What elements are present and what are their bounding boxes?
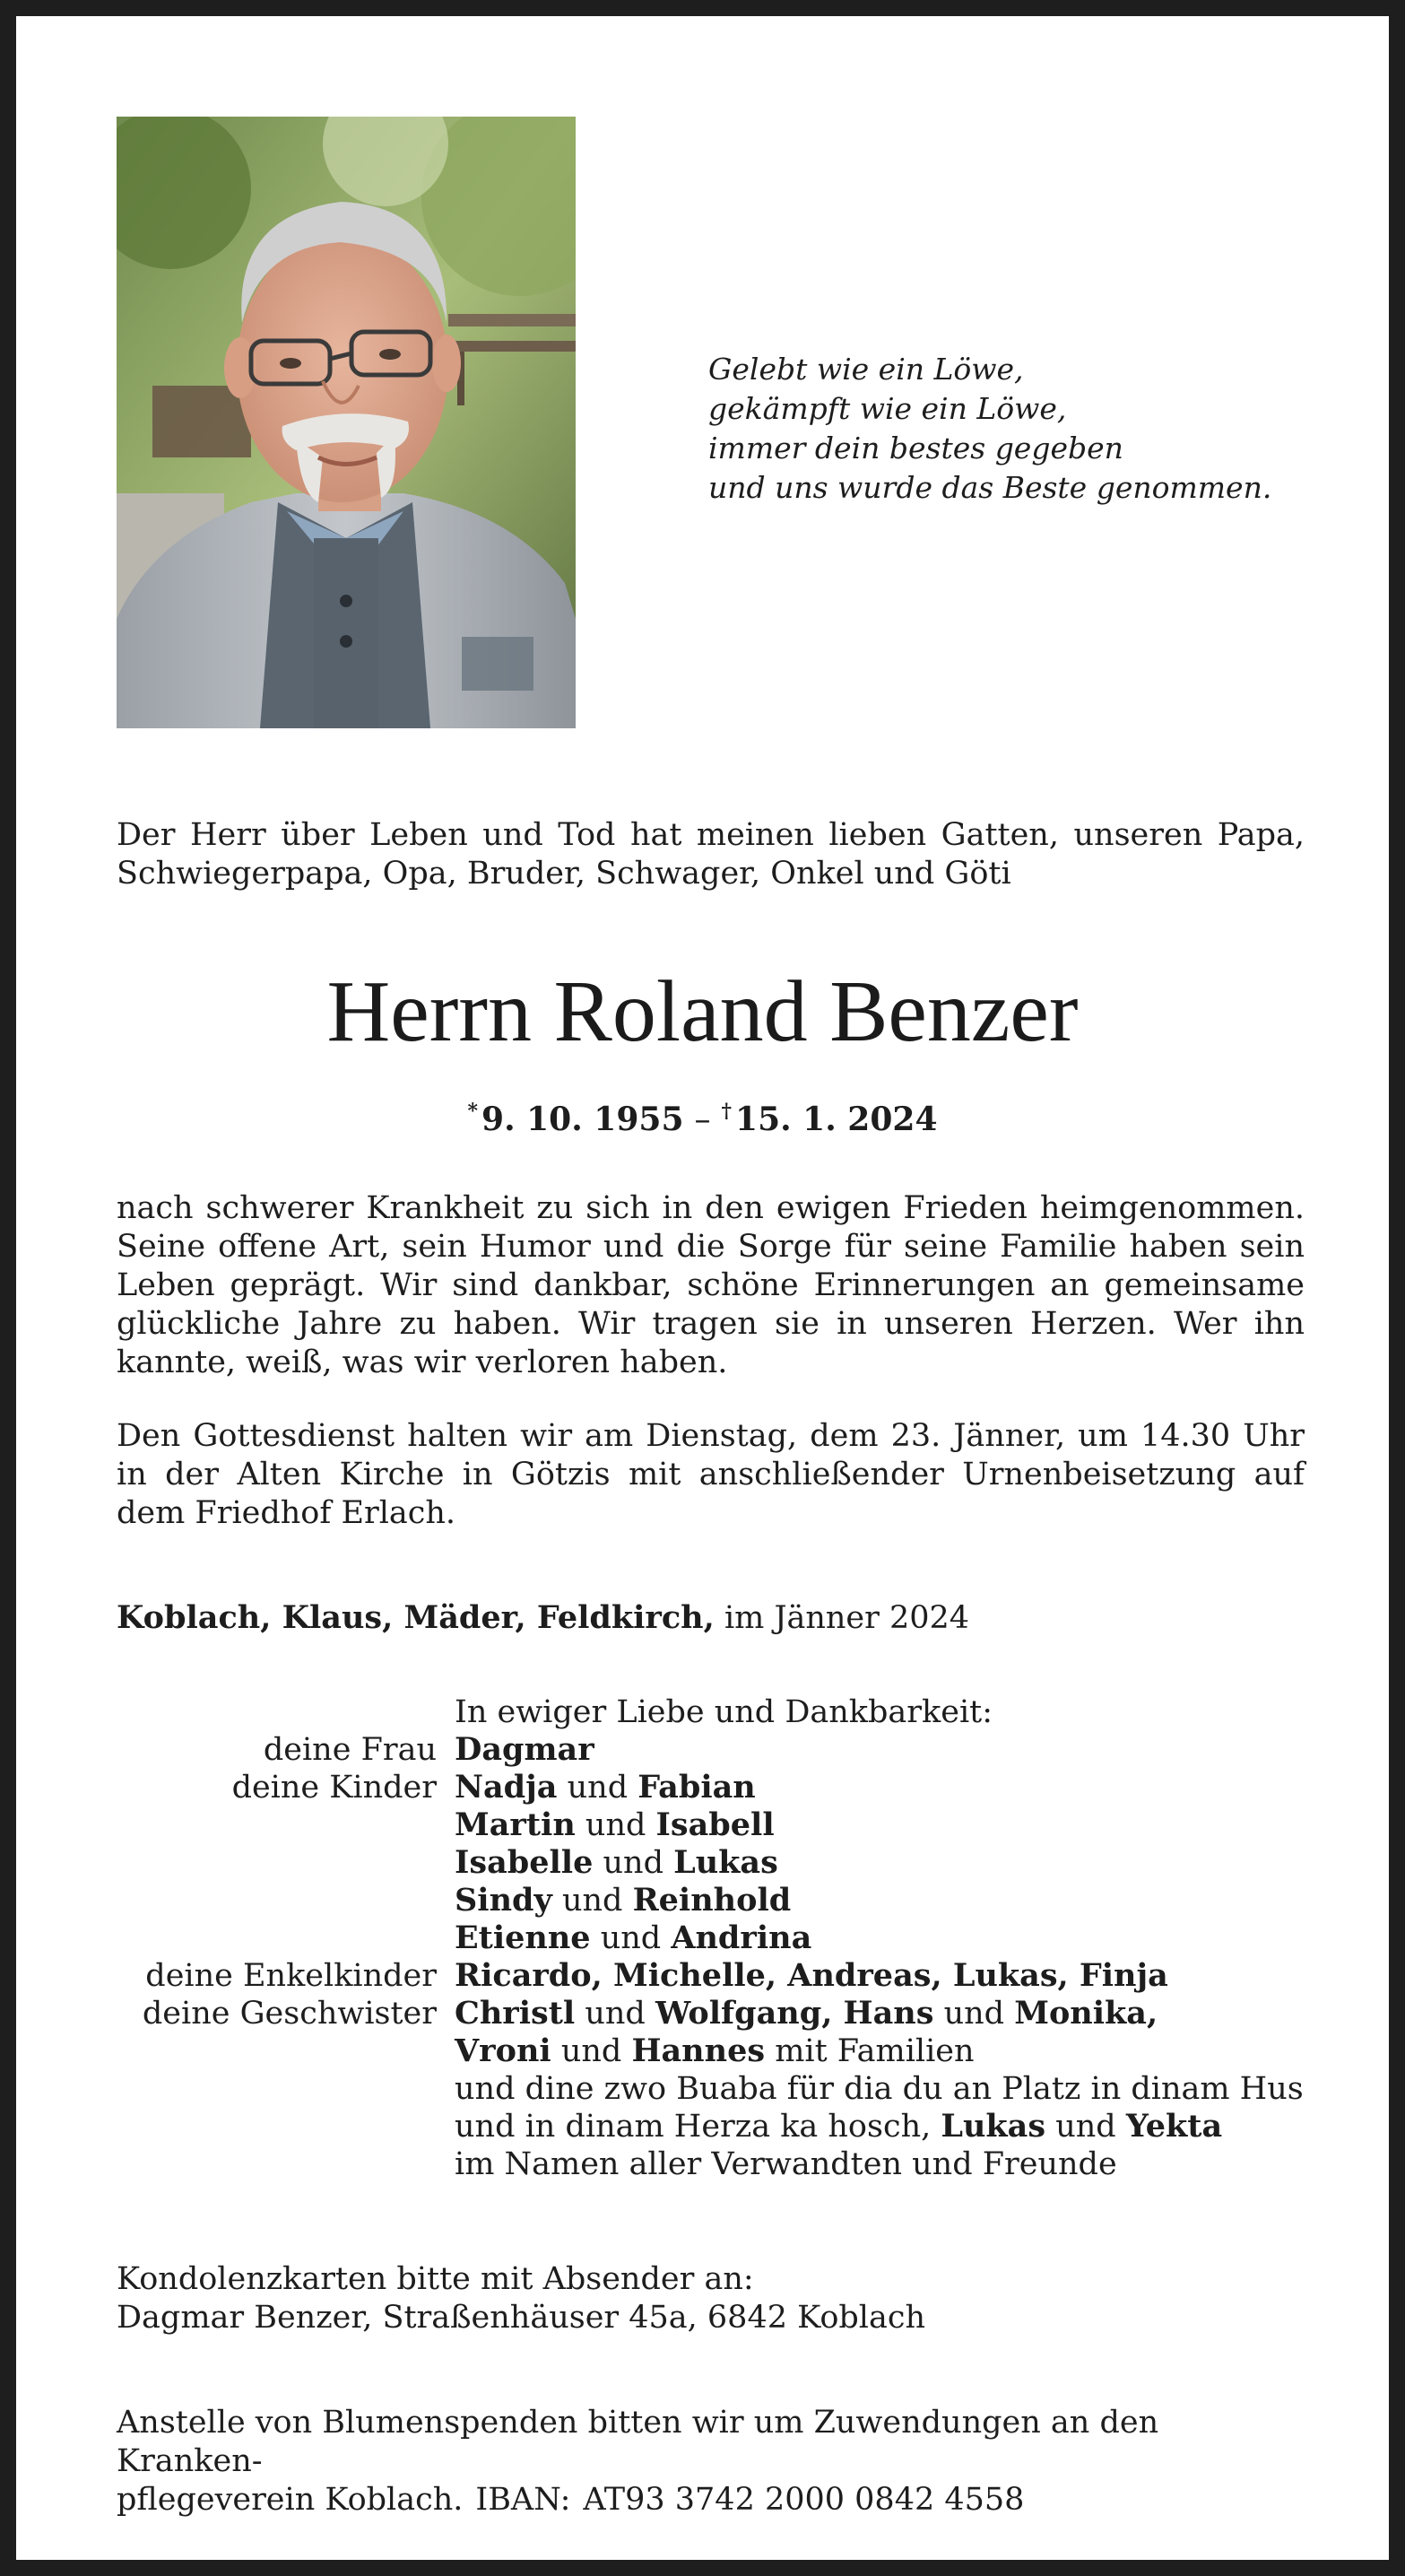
mourner-connector: im Namen aller Verwandten und Freunde — [455, 2146, 1117, 2182]
mourner-names — [455, 1731, 594, 1769]
mourner-name: Lukas — [941, 2108, 1046, 2145]
mourner-row — [117, 1995, 1305, 2032]
mourner-row — [117, 1769, 1305, 1806]
mourner-relation: deine Kinder — [231, 1770, 437, 1806]
mourner-names — [455, 1882, 791, 1919]
portrait-photo — [117, 117, 576, 728]
mourner-names — [455, 1806, 775, 1844]
mourner-name: Vroni — [455, 2032, 551, 2069]
body-paragraph-2: Den Gottesdienst halten wir am Dienstag, dem 23. Jänner, um 14.30 Uhr in der Alten Kirche in Götzis mit anschließender Urnenbeisetzung auf dem Friedhof Erlach. — [117, 1418, 1305, 1531]
condolence-line-1: Kondolenzkarten bitte mit Absender an: — [117, 2261, 754, 2297]
death-symbol: † — [721, 1100, 733, 1123]
poem-line: und uns wurde das Beste genommen. — [708, 470, 1272, 505]
death-date: 15. 1. 2024 — [735, 1101, 938, 1138]
donation-recipient: pflegeverein Koblach. — [117, 2482, 464, 2518]
place-towns: Koblach, Klaus, Mäder, Feldkirch, — [117, 1599, 715, 1636]
mourner-name: Andrina — [671, 1919, 812, 1956]
mourner-connector: und — [590, 1920, 672, 1956]
mourner-names — [455, 1919, 811, 1957]
mourner-row — [117, 1806, 1305, 1844]
condolence-line-2: Dagmar Benzer, Straßenhäuser 45a, 6842 Koblach — [117, 2300, 926, 2336]
mourner-connector: mit Familien — [765, 2033, 975, 2069]
mourners-heading: In ewiger Liebe und Dankbarkeit: — [455, 1694, 993, 1730]
mourner-name: Lukas — [673, 1844, 778, 1881]
mourner-name: Reinhold — [632, 1882, 792, 1919]
mourner-rows — [117, 1731, 1305, 2183]
donation-line-2 — [117, 2481, 1305, 2519]
mourner-names — [455, 1769, 756, 1806]
mourner-relation — [117, 2145, 455, 2183]
mourner-names — [455, 1957, 1168, 1995]
mourner-row — [117, 2145, 1305, 2183]
date-separator: – — [694, 1101, 711, 1138]
poem-line: immer dein bestes gegeben — [708, 431, 1123, 466]
mourners-list — [117, 1693, 1305, 2183]
birth-symbol: * — [467, 1100, 479, 1123]
mourner-row — [117, 2070, 1305, 2108]
condolence-address — [117, 2260, 1305, 2337]
mourner-names — [455, 2145, 1117, 2183]
mourner-connector: und — [593, 1845, 674, 1881]
donation-line-1: Anstelle von Blumenspenden bitten wir um Zuwendungen an den Kranken- — [117, 2405, 1159, 2479]
mourner-row — [117, 2108, 1305, 2145]
place-and-date — [117, 1598, 969, 1638]
mourner-relation: deine Frau — [263, 1732, 437, 1768]
deceased-name: Herrn Roland Benzer — [326, 963, 1079, 1060]
mourners-heading-row — [117, 1693, 1305, 1731]
iban-label: IBAN: — [475, 2482, 571, 2518]
iban-number[interactable]: AT93 3742 2000 0842 4558 — [583, 2482, 1025, 2518]
mourner-relation — [117, 2070, 455, 2108]
mourner-names — [455, 2070, 1304, 2108]
donation-note — [117, 2404, 1305, 2519]
birth-date: 9. 10. 1955 — [481, 1101, 684, 1138]
mourner-name: Martin — [455, 1806, 576, 1843]
mourner-row — [117, 1919, 1305, 1957]
mourner-name: Sindy — [455, 1882, 552, 1919]
mourner-names — [455, 1995, 1158, 2032]
mourner-names — [455, 2032, 975, 2070]
mourner-name: Monika, — [1014, 1995, 1158, 2032]
mourner-connector: und — [551, 2033, 632, 2069]
mourner-name: Yekta — [1125, 2108, 1223, 2145]
poem-line: gekämpft wie ein Löwe, — [708, 391, 1067, 426]
mourner-name: Hannes — [631, 2032, 766, 2069]
mourner-relation — [117, 1844, 455, 1882]
body-paragraph-1: nach schwerer Krankheit zu sich in den ewigen Frieden heimgenommen. Seine offene Art, sein Humor und die Sorge für seine Familie haben sein Leben geprägt. Wir sind dankbar, schöne Erinnerungen an gemeinsame glückliche Jahre zu haben. Wir tragen sie in unseren Herzen. Wer ihn kannte, weiß, was wir verloren haben. — [117, 1190, 1305, 1380]
mourner-connector: und — [933, 1996, 1015, 2032]
mourner-name: Isabell — [655, 1806, 775, 1843]
poem — [708, 350, 1271, 508]
mourner-name: Nadja — [455, 1769, 558, 1806]
mourner-row — [117, 1882, 1305, 1919]
mourner-name: Wolfgang, Hans — [655, 1995, 934, 2032]
mourner-connector: und — [575, 1996, 655, 2032]
mourner-relation — [117, 1882, 455, 1919]
mourner-name: Isabelle — [455, 1844, 594, 1881]
place-date: im Jänner 2024 — [714, 1600, 970, 1636]
mourner-row — [117, 1957, 1305, 1995]
mourner-relation — [117, 1806, 455, 1844]
mourner-relation — [117, 2032, 455, 2070]
intro-text: Der Herr über Leben und Tod hat meinen lieben Gatten, unseren Papa, Schwiegerpapa, Opa, Bruder, Schwager, Onkel und Göti — [117, 817, 1305, 892]
mourner-name: Dagmar — [455, 1731, 594, 1768]
poem-line: Gelebt wie ein Löwe, — [708, 352, 1024, 387]
mourner-connector: und — [1045, 2109, 1126, 2145]
mourner-row — [117, 1844, 1305, 1882]
mourner-connector: und — [557, 1770, 638, 1806]
mourner-connector: und — [551, 1883, 633, 1919]
mourner-row — [117, 2032, 1305, 2070]
mourner-name: Christl — [455, 1995, 576, 2032]
mourner-relation — [117, 1919, 455, 1957]
mourner-name: Fabian — [637, 1769, 756, 1806]
mourner-connector: und dine zwo Buaba für dia du an Platz in dinam Hus — [455, 2071, 1304, 2107]
mourner-relation: deine Geschwister — [142, 1996, 437, 2032]
mourner-relation — [117, 2108, 455, 2145]
mourner-name: Etienne — [455, 1919, 591, 1956]
mourner-row — [117, 1731, 1305, 1769]
mourner-label — [117, 1693, 455, 1731]
mourner-name: Ricardo, Michelle, Andreas, Lukas, Finja — [455, 1957, 1168, 1994]
mourner-names — [455, 1844, 778, 1882]
mourner-names — [455, 2108, 1222, 2145]
life-dates — [16, 1089, 1389, 1143]
mourner-relation: deine Enkelkinder — [145, 1958, 437, 1994]
mourner-connector: und — [575, 1807, 656, 1843]
mourner-connector: und in dinam Herza ka hosch, — [455, 2109, 941, 2145]
